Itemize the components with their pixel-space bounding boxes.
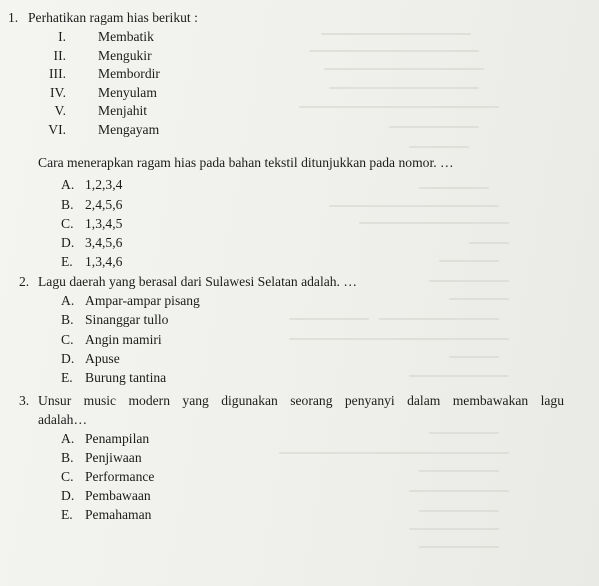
option-letter: A. — [61, 431, 75, 446]
list-item: Mengukir — [98, 48, 152, 63]
option-text: Ampar-ampar pisang — [85, 293, 200, 308]
list-marker: IV. — [50, 85, 66, 100]
list-item: Membatik — [98, 29, 154, 44]
list-item: Menyulam — [98, 85, 157, 100]
list-item: Menjahit — [98, 103, 148, 118]
option-letter: A. — [61, 177, 75, 192]
option-letter: D. — [61, 351, 75, 366]
question-number: 1. — [8, 10, 19, 25]
list-marker: III. — [49, 66, 66, 81]
option-text: 1,3,4,5 — [85, 216, 123, 231]
option-text: 1,2,3,4 — [85, 177, 123, 192]
option-text: 1,3,4,6 — [85, 254, 123, 269]
option-letter: B. — [61, 197, 74, 212]
list-item: Mengayam — [98, 122, 160, 137]
option-letter: D. — [61, 235, 75, 250]
option-letter: B. — [61, 312, 74, 327]
option-letter: C. — [61, 332, 74, 347]
option-text: Apuse — [85, 351, 120, 366]
question-number: 3. — [19, 393, 30, 408]
question-text: Cara menerapkan ragam hias pada bahan tekstil ditunjukkan pada nomor. … — [38, 155, 454, 170]
option-text: Penampilan — [85, 431, 150, 446]
list-marker: V. — [54, 103, 66, 118]
option-text: Sinanggar tullo — [85, 312, 169, 327]
option-text: Penjiwaan — [85, 450, 142, 465]
list-marker: I. — [58, 29, 66, 44]
option-letter: C. — [61, 469, 74, 484]
list-marker: II. — [53, 48, 66, 63]
option-letter: E. — [61, 507, 73, 522]
question-text-continued: adalah… — [38, 412, 88, 427]
option-letter: C. — [61, 216, 74, 231]
option-letter: A. — [61, 293, 75, 308]
option-text: 2,4,5,6 — [85, 197, 123, 212]
list-item: Membordir — [98, 66, 160, 81]
option-letter: B. — [61, 450, 74, 465]
option-letter: D. — [61, 488, 75, 503]
option-text: Performance — [85, 469, 155, 484]
question-number: 2. — [19, 274, 30, 289]
question-prompt: Perhatikan ragam hias berikut : — [28, 10, 198, 25]
list-marker: VI. — [48, 122, 66, 137]
question-text: Lagu daerah yang berasal dari Sulawesi Selatan adalah. … — [38, 274, 357, 289]
option-text: Pemahaman — [85, 507, 152, 522]
option-text: 3,4,5,6 — [85, 235, 123, 250]
option-text: Angin mamiri — [85, 332, 162, 347]
option-letter: E. — [61, 370, 73, 385]
question-text: Unsur music modern yang digunakan seorang penyanyi dalam membawakan lagu — [38, 393, 564, 408]
option-text: Pembawaan — [85, 488, 151, 503]
option-letter: E. — [61, 254, 73, 269]
option-text: Burung tantina — [85, 370, 167, 385]
